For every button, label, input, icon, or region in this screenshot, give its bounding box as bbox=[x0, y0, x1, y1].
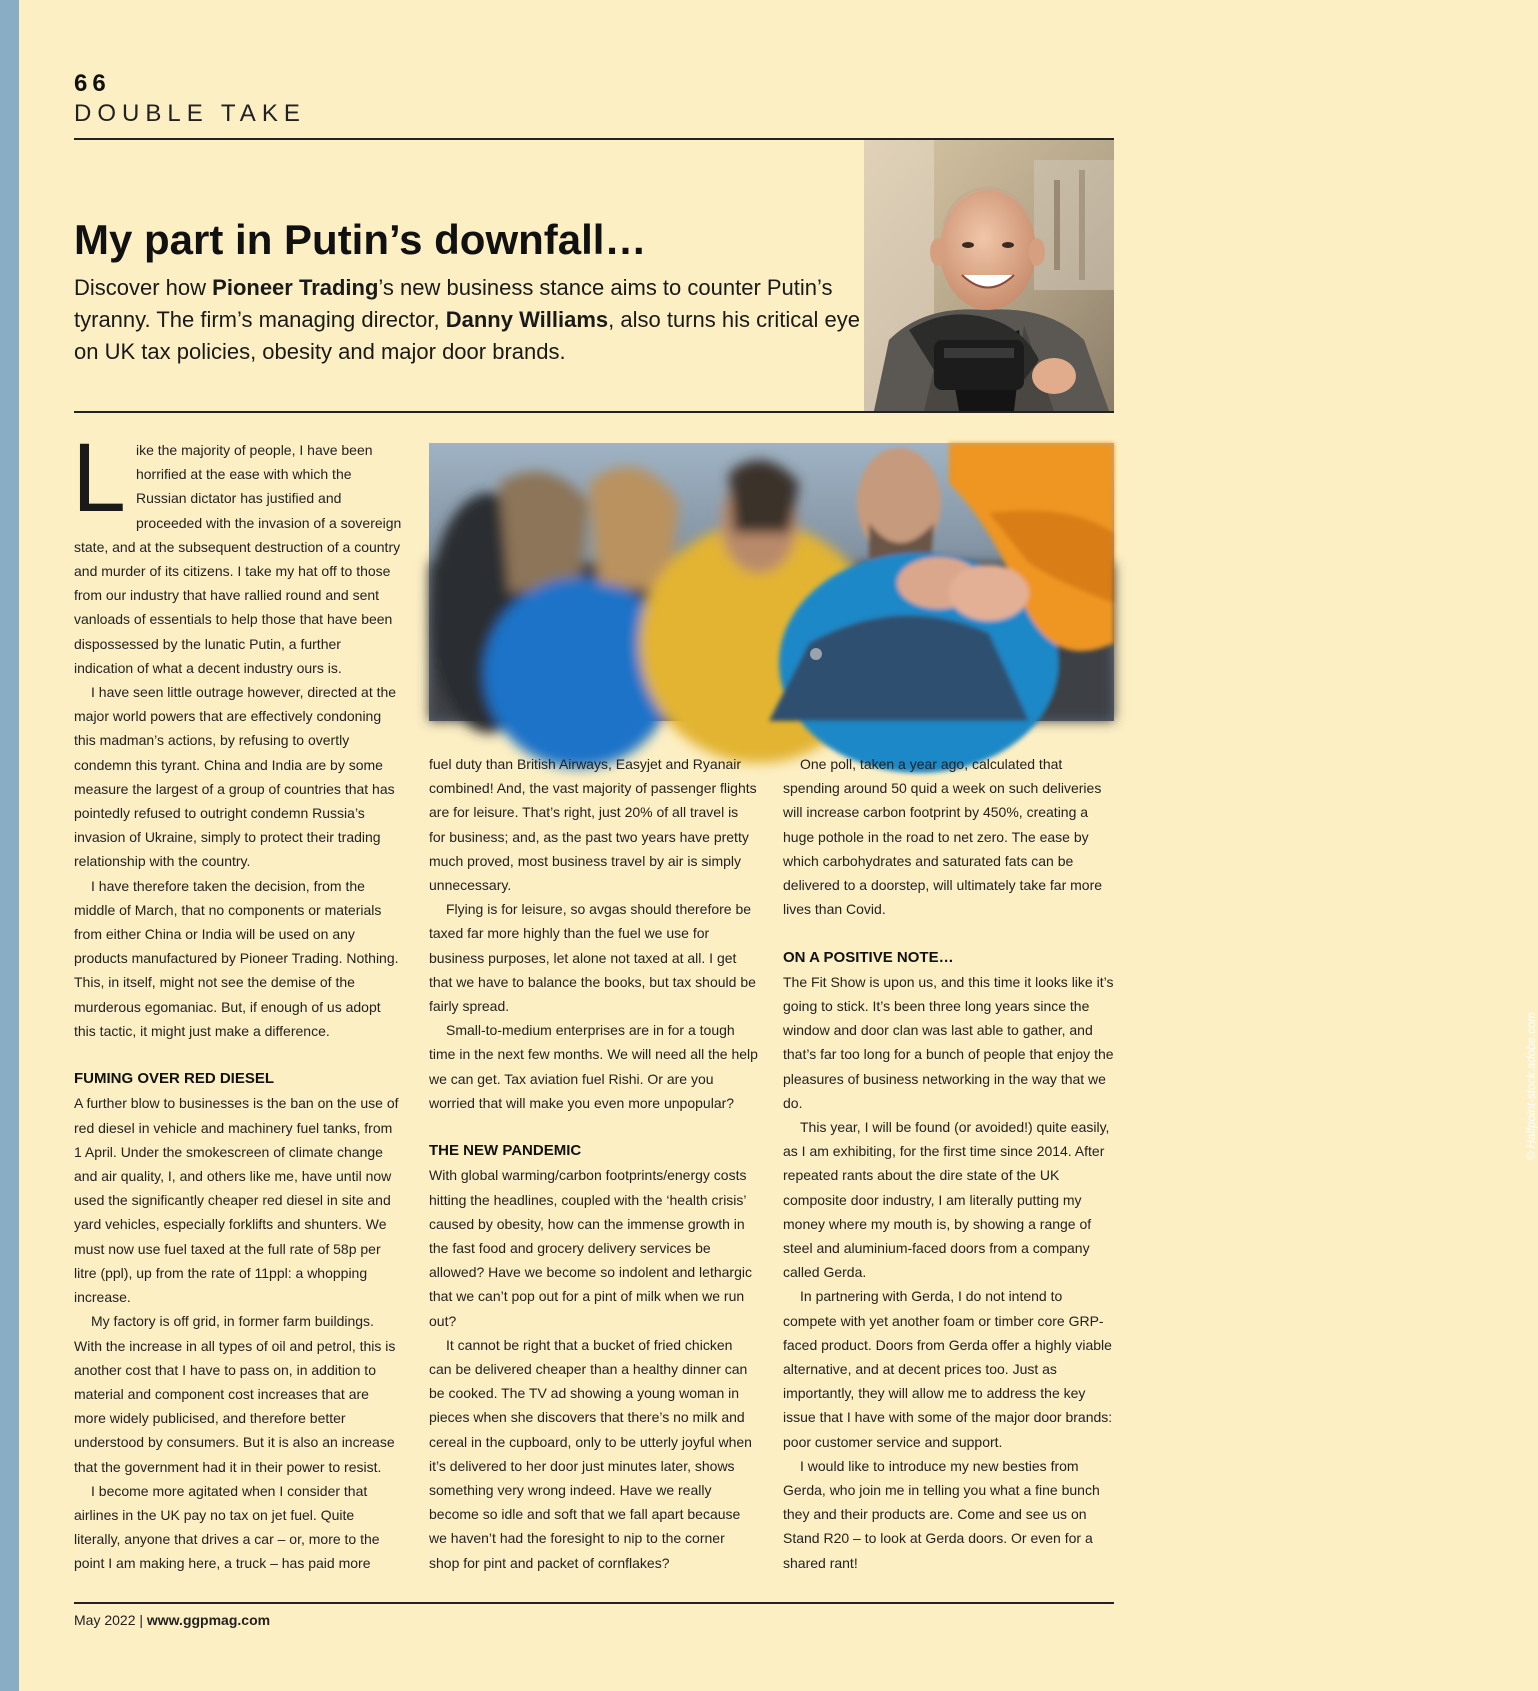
standfirst-text-1: Discover how bbox=[74, 275, 213, 300]
article-paragraph: Small-to-medium enterprises are in for a tough time in the next few months. We will need all the help we can get. Tax aviation fuel Rishi. Or are you worried that will make you even more unpopular? bbox=[429, 1022, 758, 1111]
article-paragraph: With global warming/carbon footprints/energy costs hitting the headlines, coupled with the ‘health crisis’ caused by obesity, how can the immense growth in the fast food and grocery delivery services be allowed? Have we become so indolent and lethargic that we can’t pop out for a pint of milk when we run out? bbox=[429, 1167, 752, 1329]
article-paragraph: I become more agitated when I consider that airlines in the UK pay no tax on jet fuel. Quite literally, anyone that drives a car – or, more to the point I am making here, a truck – has paid more bbox=[74, 1482, 380, 1572]
article-paragraph: I have seen little outrage however, directed at the major world powers that are effectively condoning this madman’s actions, by refusing to overtly condemn this tyrant. China and India are by some measure the largest of a group of countries that has pointedly refused to outright condemn Russia’s invasion of Ukraine, simply to protect their trading relationship with the country. bbox=[74, 684, 397, 870]
standfirst-text-2: ’s new business stance aims to counter Putin’s tyranny. The firm’s managing director, bbox=[74, 275, 833, 332]
website-link[interactable]: www.ggpmag.com bbox=[146, 1612, 271, 1628]
article-column-2 bbox=[429, 752, 758, 1575]
drop-cap: L bbox=[72, 423, 126, 532]
article-paragraph: My factory is off grid, in former farm buildings. With the increase in all types of oil and petrol, this is another cost that I have to pass on, in addition to material and component cost increases that are more widely publicised, and therefore better understood by consumers. But it is also an increase that the government had it in their power to resist. bbox=[74, 1313, 396, 1475]
article-paragraph: This year, I will be found (or avoided!) quite easily, as I am exhibiting, for the first time since 2014. After repeated rants about the dire state of the UK composite door industry, I am literally putting my money where my mouth is, by showing a range of steel and aluminium-faced doors from a company called Gerda. bbox=[783, 1119, 1110, 1281]
subheading: THE NEW PANDEMIC bbox=[429, 1142, 582, 1160]
standfirst bbox=[74, 272, 864, 368]
subheading: FUMING OVER RED DIESEL bbox=[74, 1070, 275, 1088]
article-column-1 bbox=[72, 423, 403, 1576]
standfirst-text-3: , also turns his critical eye on UK tax policies, obesity and major door brands. bbox=[74, 307, 861, 364]
article-paragraph: One poll, taken a year ago, calculated that spending around 50 quid a week on such deliveries will increase carbon footprint by 450%, creating a huge pothole in the road to net zero. The ease by which carbohydrates and saturated fats can be delivered to a doorstep, will ultimately take far more lives than Covid. bbox=[783, 756, 1103, 918]
article-paragraph: It cannot be right that a bucket of fried chicken can be delivered cheaper than a healthy dinner can be cooked. The TV ad showing a young woman in pieces when she discovers that there’s no milk and cereal in the cupboard, only to be utterly joyful when it’s delivered to her door just minutes later, shows something very wrong indeed. Have we really become so idle and soft that we fall apart because we haven’t had the foresight to nip to the corner shop for pint and packet of cornflakes? bbox=[429, 1336, 752, 1571]
article-paragraph: I have therefore taken the decision, from the middle of March, that no components or materials from either China or India will be used on any products manufactured by Pioneer Trading. Nothing. This, in itself, might not see the demise of the murderous egomaniac. But, if enough of us adopt this tactic, it might just make a difference. bbox=[74, 877, 399, 1039]
issue-date: May 2022 bbox=[74, 1612, 136, 1628]
footer-separator: | bbox=[139, 1612, 144, 1628]
article-paragraph: In partnering with Gerda, I do not intend to compete with yet another foam or timber core GRP-faced product. Doors from Gerda offer a highly viable alternative, and at decent prices too. Just as importantly, they will allow me to address the key issue that I have with some of the major door brands: poor customer service and support. bbox=[783, 1288, 1113, 1450]
standfirst-rule bbox=[74, 411, 1114, 413]
author-portrait bbox=[864, 140, 1114, 411]
article-paragraph: A further blow to businesses is the ban on the use of red diesel in vehicle and machinery fuel tanks, from 1 April. Under the smokescreen of climate change and air quality, I, and others like me, have until now used the significantly cheaper red diesel in site and yard vehicles, especially forklifts and shunters. We must now use fuel taxed at the full rate of 58p per litre (ppl), up from the rate of 11ppl: a whopping increase. bbox=[74, 1095, 399, 1306]
subheading: ON A POSITIVE NOTE… bbox=[783, 948, 954, 966]
section-title: DOUBLE TAKE bbox=[74, 100, 306, 127]
article-paragraph: I would like to introduce my new besties from Gerda, who join me in telling you what a fine bunch they and their products are. Come and see us on Stand R20 – to look at Gerda doors. Or even for a shared rant! bbox=[783, 1457, 1100, 1571]
article-column-3 bbox=[783, 752, 1115, 1575]
page-number: 66 bbox=[74, 70, 111, 97]
article-paragraph: Flying is for leisure, so avgas should therefore be taxed far more highly than the fuel we use for business purposes, let alone not taxed at all. I get that we have to balance the books, but tax should be fairly spread. bbox=[429, 901, 756, 1015]
author-name: Danny Williams bbox=[445, 307, 609, 332]
photo-credit: © Halfpoint-stock.adobe.com bbox=[1526, 1012, 1538, 1160]
headline: My part in Putin’s downfall… bbox=[74, 216, 647, 263]
footer bbox=[74, 1612, 270, 1628]
footer-rule bbox=[74, 1602, 1114, 1604]
article-paragraph: fuel duty than British Airways, Easyjet and Ryanair combined! And, the vast majority of passenger flights are for leisure. That’s right, just 20% of all travel is for business; and, as the past two years have pretty much proved, most business travel by air is simply unnecessary. bbox=[429, 756, 757, 894]
page-edge-strip bbox=[0, 0, 19, 1691]
article-paragraph: The Fit Show is upon us, and this time it looks like it’s going to stick. It’s been three long years since the window and door clan was last able to gather, and that’s far too long for a bunch of people that enjoy the pleasures of business networking in the way that we do. bbox=[783, 973, 1114, 1111]
company-name: Pioneer Trading bbox=[212, 275, 379, 300]
article-paragraph: Like the majority of people, I have been horrified at the ease with which the Russian dictator has justified and proceeded with the invasion of a sovereign state, and at the subsequent destruction of a country and murder of its citizens. I take my hat off to those from our industry that have rallied round and sent vanloads of essentials to help those that have been dispossessed by the lunatic Putin, a further indication of what a decent industry ours is. bbox=[72, 423, 402, 676]
